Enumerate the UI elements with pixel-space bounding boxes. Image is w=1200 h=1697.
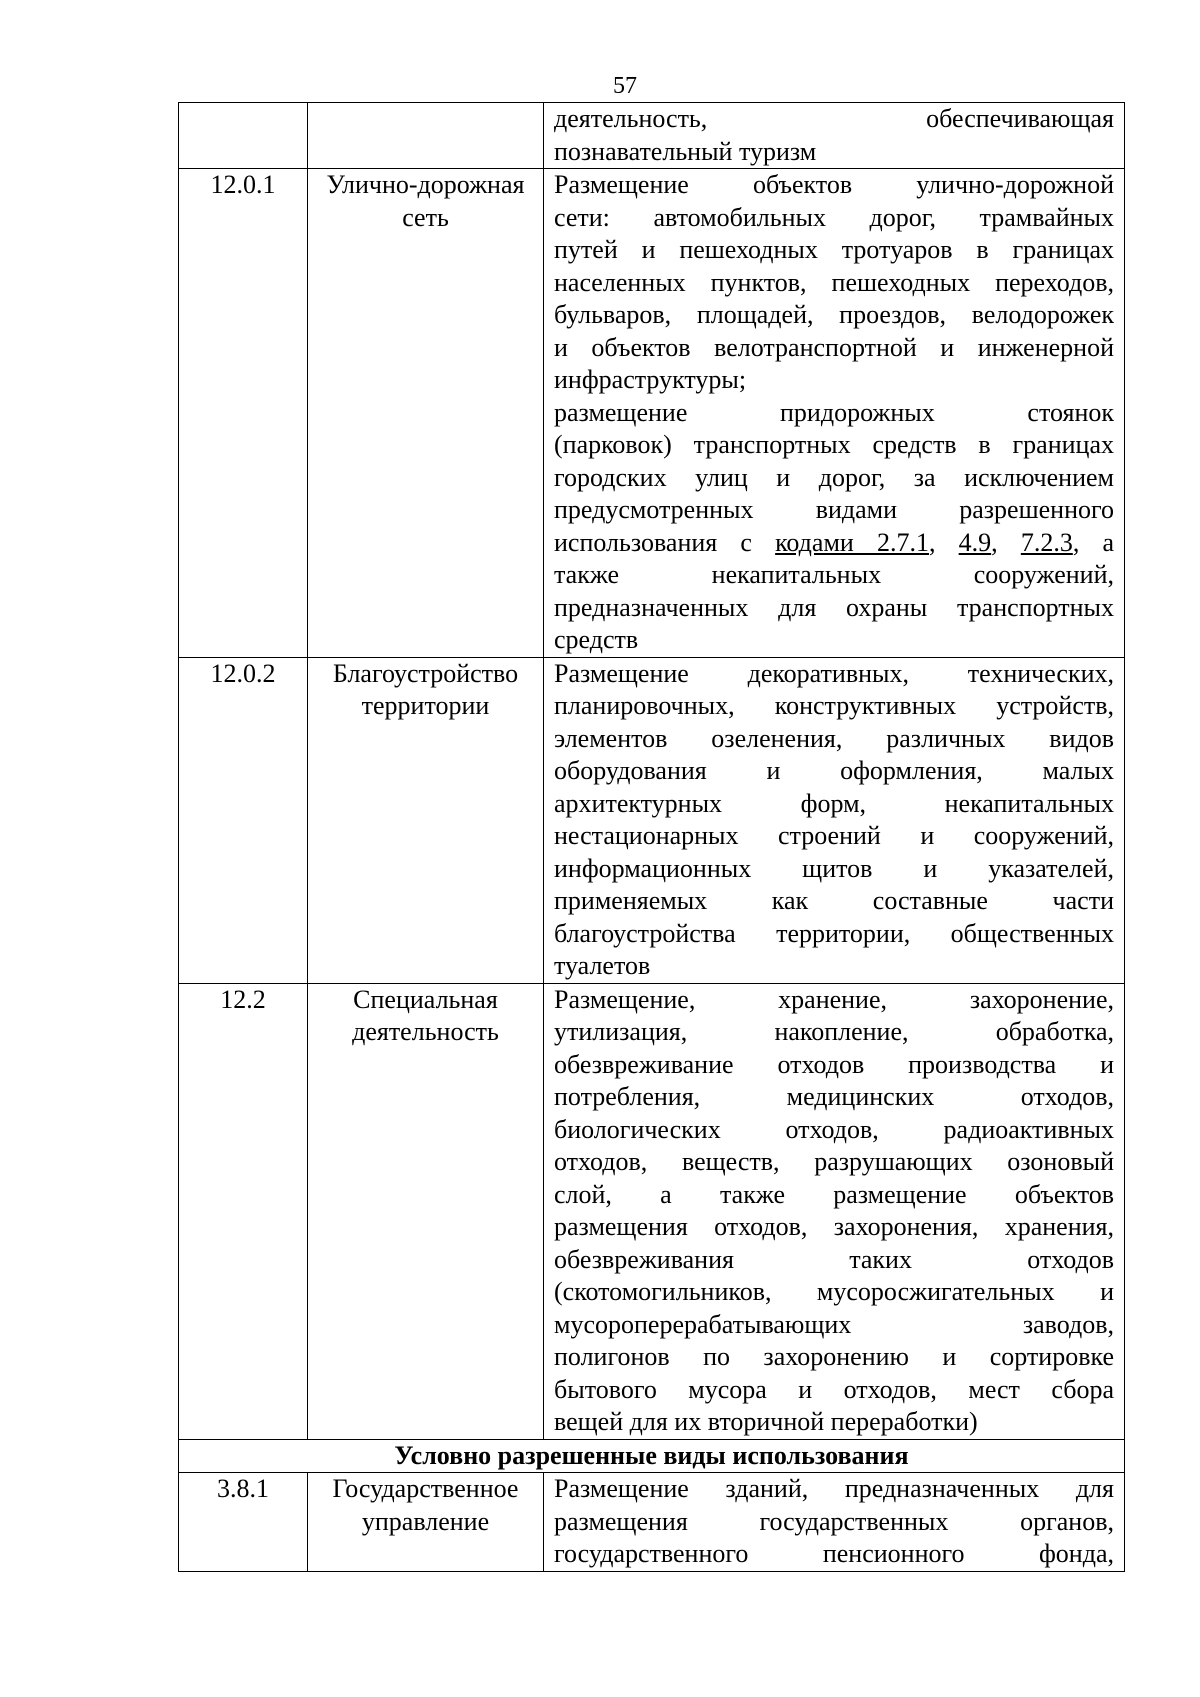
codes-suffix: , а	[1072, 527, 1115, 557]
land-use-table	[178, 102, 1125, 1572]
description-line: познавательный туризм	[554, 136, 817, 166]
description-cell	[544, 169, 1125, 658]
description-cell	[544, 657, 1125, 983]
description-line: Размещение объектов улично-дорожной	[554, 170, 1114, 199]
code-cell: 12.0.1	[179, 169, 308, 658]
description-line: (скотомогильников, мусоросжигательных и	[554, 1277, 1114, 1306]
code-cell	[179, 103, 308, 169]
description-line: оборудования и оформления, малых	[554, 756, 1114, 785]
description-line: слой, а также размещение объектов	[554, 1179, 1114, 1209]
description-line: путей и пешеходных тротуаров в границах	[554, 235, 1114, 264]
description-line: сети: автомобильных дорог, трамвайных	[554, 202, 1114, 232]
description-line: утилизация, накопление, обработка,	[554, 1017, 1114, 1046]
description-line: вещей для их вторичной переработки)	[554, 1407, 978, 1436]
description-line: благоустройства территории, общественных	[554, 918, 1114, 948]
name-cell: Улично-дорожная сеть	[308, 169, 544, 658]
codes-reference-line	[554, 527, 1114, 560]
description-line: средств	[554, 625, 639, 654]
name-cell	[308, 103, 544, 169]
code-cell: 3.8.1	[179, 1473, 308, 1572]
description-line: нестационарных строений и сооружений,	[554, 821, 1114, 850]
description-line: размещения государственных органов,	[554, 1506, 1114, 1536]
code-link-7-2-3[interactable]: 7.2.3	[1020, 527, 1073, 557]
description-line: бульваров, площадей, проездов, велодорожек	[554, 300, 1114, 329]
description-line: Размещение, хранение, захоронение,	[554, 984, 1114, 1014]
description-line: элементов озеленения, различных видов	[554, 723, 1114, 753]
name-cell: Специальная деятельность	[308, 983, 544, 1439]
description-line: полигонов по захоронению и сортировке	[554, 1342, 1114, 1371]
description-line: инфраструктуры;	[554, 365, 747, 394]
section-header-row	[179, 1439, 1125, 1473]
codes-separator: ,	[991, 527, 1021, 557]
description-line: (парковок) транспортных средств в границах	[554, 430, 1114, 459]
name-cell: Благоустройство территории	[308, 657, 544, 983]
page-number: 57	[613, 73, 637, 99]
table-row	[179, 983, 1125, 1439]
description-line: населенных пунктов, пешеходных переходов,	[554, 267, 1114, 297]
table-row	[179, 657, 1125, 983]
description-cell	[544, 983, 1125, 1439]
description-line: предназначенных для охраны транспортных	[554, 592, 1114, 622]
name-cell: Государственное управление	[308, 1473, 544, 1572]
codes-prefix: использования с	[554, 527, 776, 557]
table-row	[179, 103, 1125, 169]
table-row	[179, 169, 1125, 658]
codes-separator: ,	[928, 527, 959, 557]
description-line: предусмотренных видами разрешенного	[554, 495, 1114, 524]
description-line: городских улиц и дорог, за исключением	[554, 462, 1114, 492]
description-cell	[544, 1473, 1125, 1572]
description-line: деятельность, обеспечивающая	[554, 104, 1114, 133]
description-line: обезвреживания таких отходов	[554, 1244, 1114, 1274]
description-line: размещения отходов, захоронения, хранения,	[554, 1212, 1114, 1241]
description-line: отходов, веществ, разрушающих озоновый	[554, 1147, 1114, 1176]
code-cell: 12.2	[179, 983, 308, 1439]
description-line: обезвреживание отходов производства и	[554, 1049, 1114, 1079]
code-link-2-7-1[interactable]: кодами 2.7.1	[775, 527, 929, 557]
description-line: размещение придорожных стоянок	[554, 397, 1114, 427]
code-cell: 12.0.2	[179, 657, 308, 983]
description-line: бытового мусора и отходов, мест сбора	[554, 1374, 1114, 1404]
description-line: информационных щитов и указателей,	[554, 853, 1114, 883]
description-line: туалетов	[554, 951, 651, 980]
section-header: Условно разрешенные виды использования	[179, 1439, 1125, 1473]
description-line: Размещение зданий, предназначенных для	[554, 1474, 1114, 1503]
code-link-4-9[interactable]: 4.9	[958, 527, 992, 557]
description-line: мусороперерабатывающих заводов,	[554, 1309, 1114, 1339]
description-line: и объектов велотранспортной и инженерной	[554, 332, 1114, 362]
description-cell	[544, 103, 1125, 169]
description-line: потребления, медицинских отходов,	[554, 1082, 1114, 1111]
description-line: архитектурных форм, некапитальных	[554, 788, 1114, 818]
description-line: планировочных, конструктивных устройств,	[554, 691, 1114, 720]
description-line: также некапитальных сооружений,	[554, 560, 1114, 589]
description-line: государственного пенсионного фонда,	[554, 1539, 1114, 1568]
description-line: Размещение декоративных, технических,	[554, 658, 1114, 688]
description-line: биологических отходов, радиоактивных	[554, 1114, 1114, 1144]
description-line: применяемых как составные части	[554, 886, 1114, 915]
table-row	[179, 1473, 1125, 1572]
